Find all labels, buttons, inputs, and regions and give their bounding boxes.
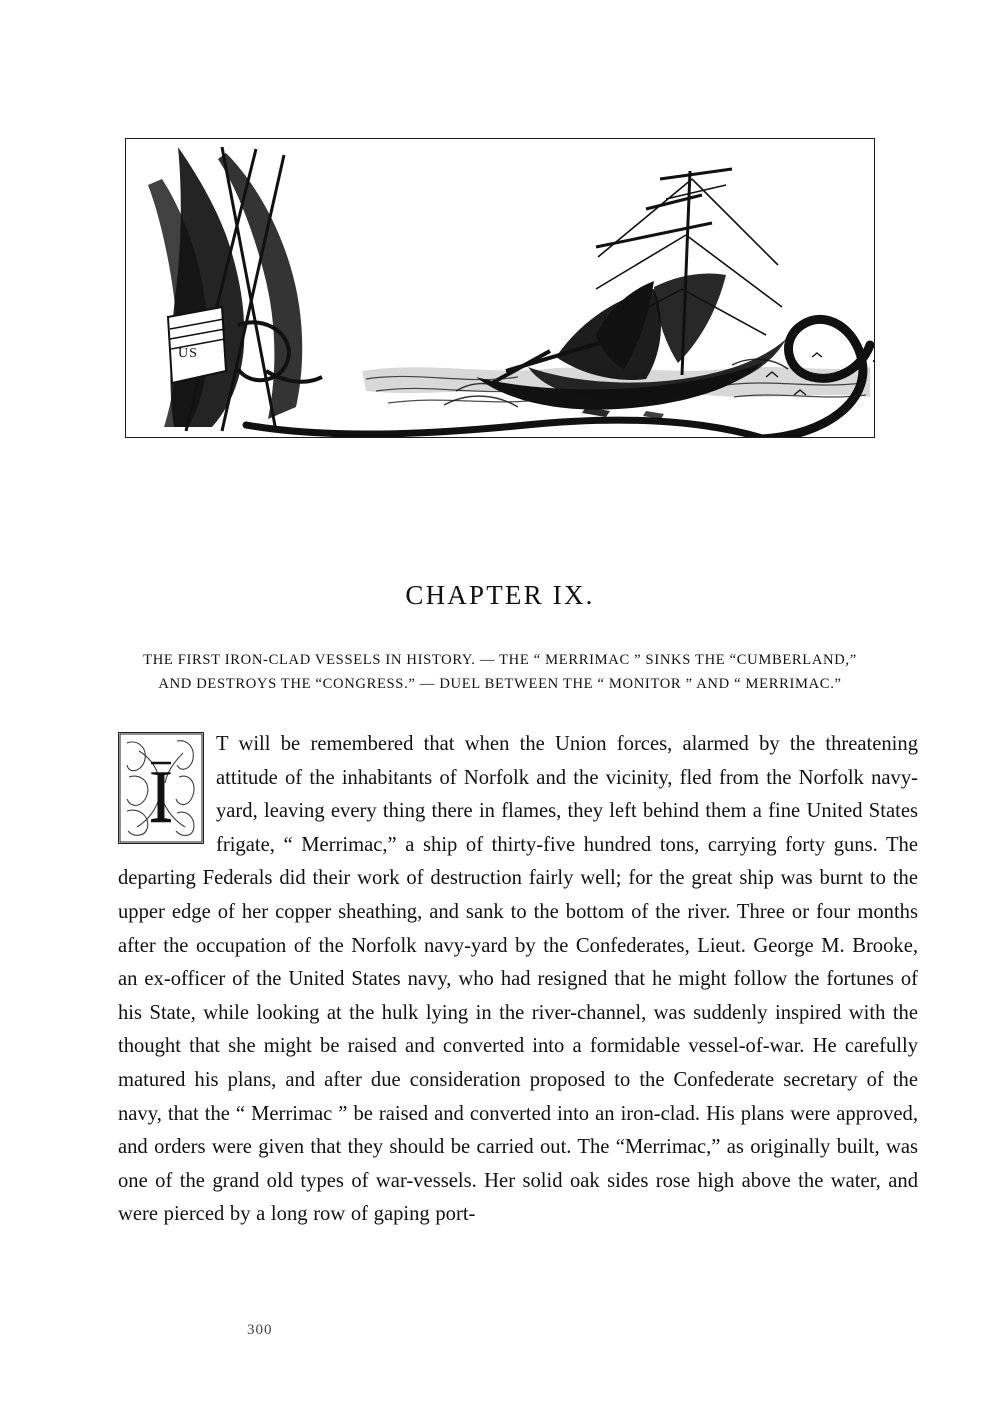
page-number: 300: [247, 1322, 273, 1338]
svg-text:US: US: [178, 346, 198, 361]
drop-cap-initial: [118, 732, 204, 844]
ornamental-letter-icon: [119, 733, 203, 843]
subtitle-line-1: THE FIRST IRON-CLAD VESSELS IN HISTORY. — THE “ MERRIMAC ” SINKS THE “CUMBERLAND,”: [143, 652, 857, 668]
chapter-title: CHAPTER IX.: [405, 580, 595, 610]
chapter-illustration: [125, 138, 875, 438]
body-paragraph: T will be remembered that when the Union forces, alarmed by the threatening attitude of the inhabitants of Norfolk and the vicinity, fled from the Norfolk navy-yard, leaving every thing there in flames, they left behind them a fine United States frigate, “ Merrimac,” a ship of thirty-five hundred tons, carrying forty guns. The departing Federals did their work of destruction fairly well; for the great ship was burnt to the upper edge of her copper sheathing, and sank to the bottom of the river. Three or four months after the occupation of the Norfolk navy-yard by the Confederates, Lieut. George M. Brooke, an ex-officer of the United States navy, who had resigned that he might follow the fortunes of his State, while looking at the hulk lying in the river-channel, was suddenly inspired with the thought that she might be raised and converted into a formidable vessel-of-war. He carefully matured his plans, and after due consideration proposed to the Confederate secretary of the navy, that the “ Merrimac ” be raised and converted into an iron-clad. His plans were approved, and orders were given that they should be carried out. The “Merrimac,” as originally built, was one of the grand old types of war-vessels. Her solid oak sides rose high above the water, and were pierced by a long row of gaping port-: [118, 733, 918, 1226]
body-text: [118, 728, 918, 1232]
drop-cap-letter: I: [148, 756, 174, 838]
subtitle-line-2: AND DESTROYS THE “CONGRESS.” — DUEL BETWEEN THE “ MONITOR ” AND “ MERRIMAC.”: [158, 676, 842, 692]
chapter-subtitle: [118, 648, 882, 696]
sinking-ship-engraving: [126, 139, 874, 437]
